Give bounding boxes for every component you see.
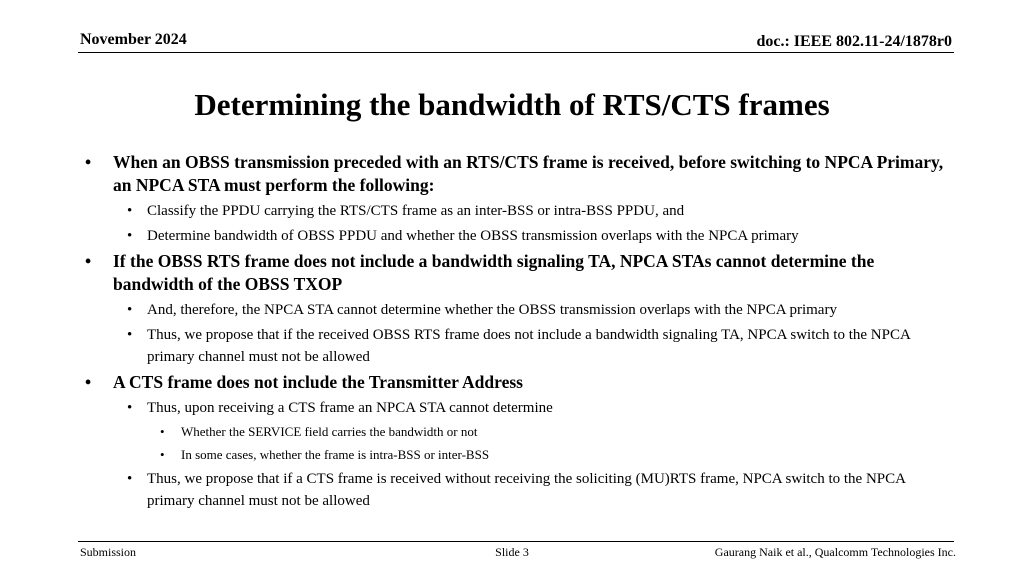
bullet-2-1 (80, 299, 950, 321)
slide-title: Determining the bandwidth of RTS/CTS frames (194, 87, 830, 122)
bullet-dot: • (127, 327, 133, 343)
bullet-3-2 (80, 468, 950, 512)
footer-rule (78, 541, 954, 542)
bullet-3 (80, 371, 950, 394)
header-doc-id: doc.: IEEE 802.11-24/1878r0 (756, 33, 952, 50)
bullet-dot: • (160, 424, 165, 439)
bullet-1-text: When an OBSS transmission preceded with an RTS/CTS frame is received, before switching to NPCA Primary, an NPCA STA must perform the following: (113, 152, 944, 195)
bullet-3-1-2-text: In some cases, whether the frame is intra-BSS or inter-BSS (181, 447, 490, 462)
bullet-3-1-2 (80, 445, 950, 465)
bullet-dot: • (85, 372, 92, 392)
bullet-1-1-text: Classify the PPDU carrying the RTS/CTS frame as an inter-BSS or intra-BSS PPDU, and (147, 203, 685, 219)
bullet-dot: • (127, 203, 133, 219)
bullet-2-2-text: Thus, we propose that if the received OBSS RTS frame does not include a bandwidth signaling TA, NPCA switch to the NPCA primary channel must not be allowed (147, 327, 910, 365)
header-date: November 2024 (80, 31, 187, 48)
bullet-3-1-1 (80, 422, 950, 442)
header-rule (78, 52, 954, 53)
bullet-1-1 (80, 200, 950, 222)
bullet-dot: • (127, 400, 133, 416)
bullet-dot: • (127, 228, 133, 244)
bullet-1-2 (80, 225, 950, 247)
bullet-3-1 (80, 397, 950, 419)
bullet-2-2 (80, 324, 950, 368)
bullet-dot: • (127, 302, 133, 318)
bullet-2-1-text: And, therefore, the NPCA STA cannot determine whether the OBSS transmission overlaps with the NPCA primary (147, 302, 837, 318)
bullet-1-2-text: Determine bandwidth of OBSS PPDU and whether the OBSS transmission overlaps with the NPCA primary (147, 228, 799, 244)
bullet-2 (80, 250, 950, 296)
bullet-2-text: If the OBSS RTS frame does not include a bandwidth signaling TA, NPCA STAs cannot determine the bandwidth of the OBSS TXOP (113, 251, 875, 294)
bullet-dot: • (85, 152, 92, 172)
bullet-1 (80, 151, 950, 197)
bullet-3-1-1-text: Whether the SERVICE field carries the bandwidth or not (181, 424, 478, 439)
slide-body (80, 151, 950, 515)
footer-submission: Submission (80, 545, 137, 559)
footer-authors: Gaurang Naik et al., Qualcomm Technologies Inc. (714, 545, 956, 559)
bullet-3-2-text: Thus, we propose that if a CTS frame is received without receiving the soliciting (MU)RTS frame, NPCA switch to the NPCA primary channel must not be allowed (147, 471, 906, 509)
footer-slide-number: Slide 3 (495, 545, 529, 559)
bullet-dot: • (160, 447, 165, 462)
bullet-3-1-text: Thus, upon receiving a CTS frame an NPCA STA cannot determine (147, 400, 553, 416)
bullet-dot: • (127, 471, 133, 487)
bullet-dot: • (85, 251, 92, 271)
bullet-3-text: A CTS frame does not include the Transmitter Address (113, 372, 523, 392)
